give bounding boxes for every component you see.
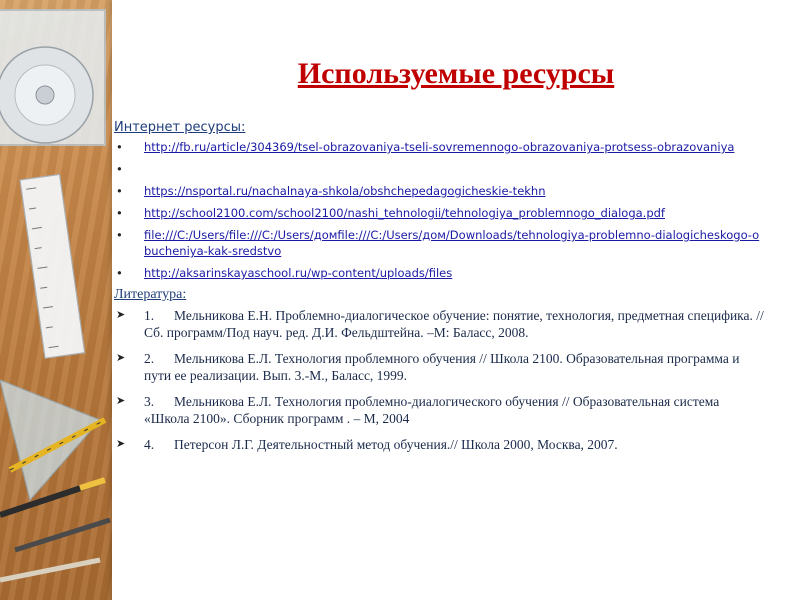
bullet-icon: •: [116, 184, 123, 198]
slide-content: [114, 120, 764, 462]
desk-illustration: [0, 0, 112, 600]
arrow-bullet-icon: ➤: [116, 352, 126, 364]
item-number: 3.: [144, 394, 155, 409]
list-item: [114, 307, 764, 341]
item-text: Мельникова Е.Л. Технология проблемно-диалогического обучения // Образовательная система «Школа 2100». Сборник программ . – М, 2004: [144, 394, 720, 426]
bullet-icon: •: [116, 228, 123, 242]
cd-hole: [36, 86, 54, 104]
list-item: [114, 161, 764, 177]
item-text: Мельникова Е.Л. Технология проблемного обучения // Школа 2100. Образовательная программа и пути ее реализации. Вып. 3.-М., Баласс, 1999.: [144, 351, 740, 383]
bullet-icon: •: [116, 140, 123, 154]
arrow-bullet-icon: ➤: [116, 438, 126, 450]
item-text: Мельникова Е.Н. Проблемно-диалогическое обучение: понятие, технология, предметная специфика. // Сб. программ/Под науч. ред. Д.И. Фельдштейна. –М: Баласс, 2008.: [144, 308, 764, 340]
internet-resources-heading: Интернет ресурсы:: [114, 120, 246, 135]
resource-link[interactable]: file:///C:/Users/file:///C:/Users/домfile:///C:/Users/дом/Downloads/tehnologiya-problemno-dialogicheskogo-obucheniya-kak-sredstvo: [144, 228, 760, 258]
list-item: [114, 350, 764, 384]
list-item: [114, 436, 764, 453]
bullet-icon: •: [116, 206, 123, 220]
set-square: [0, 380, 100, 500]
pencil-black: [0, 480, 105, 515]
resource-link[interactable]: https://nsportal.ru/nachalnaya-shkola/obshchepedagogicheskie-tekhn: [144, 184, 546, 198]
ruler: [20, 174, 85, 358]
slide-title: Используемые ресурсы: [297, 57, 615, 90]
pencil-pen: [0, 560, 100, 580]
resource-link[interactable]: http://fb.ru/article/304369/tsel-obrazovaniya-tseli-sovremennogo-obrazovaniya-protsess-obrazovaniya: [144, 140, 735, 154]
pencil-grey: [15, 520, 110, 550]
item-text: Петерсон Л.Г. Деятельностный метод обучения.// Школа 2000, Москва, 2007.: [174, 437, 618, 452]
arrow-bullet-icon: ➤: [116, 309, 126, 321]
resource-link[interactable]: http://school2100.com/school2100/nashi_tehnologii/tehnologiya_problemnogo_dialoga.pdf: [144, 206, 665, 220]
bullet-icon: •: [116, 266, 123, 280]
list-item: [114, 183, 764, 199]
internet-links-list: [114, 139, 764, 281]
literature-heading: Литература:: [114, 287, 187, 302]
desk-background: [0, 0, 112, 600]
item-number: 4.: [144, 437, 155, 452]
list-item: [114, 393, 764, 427]
literature-list: [114, 307, 764, 453]
bullet-icon: •: [116, 162, 123, 176]
list-item: [114, 265, 764, 281]
arrow-bullet-icon: ➤: [116, 395, 126, 407]
resource-link[interactable]: http://aksarinskayaschool.ru/wp-content/uploads/files: [144, 266, 453, 280]
item-number: 2.: [144, 351, 155, 366]
item-number: 1.: [144, 308, 155, 323]
list-item: [114, 205, 764, 221]
list-item: [114, 139, 764, 155]
list-item: [114, 227, 764, 259]
